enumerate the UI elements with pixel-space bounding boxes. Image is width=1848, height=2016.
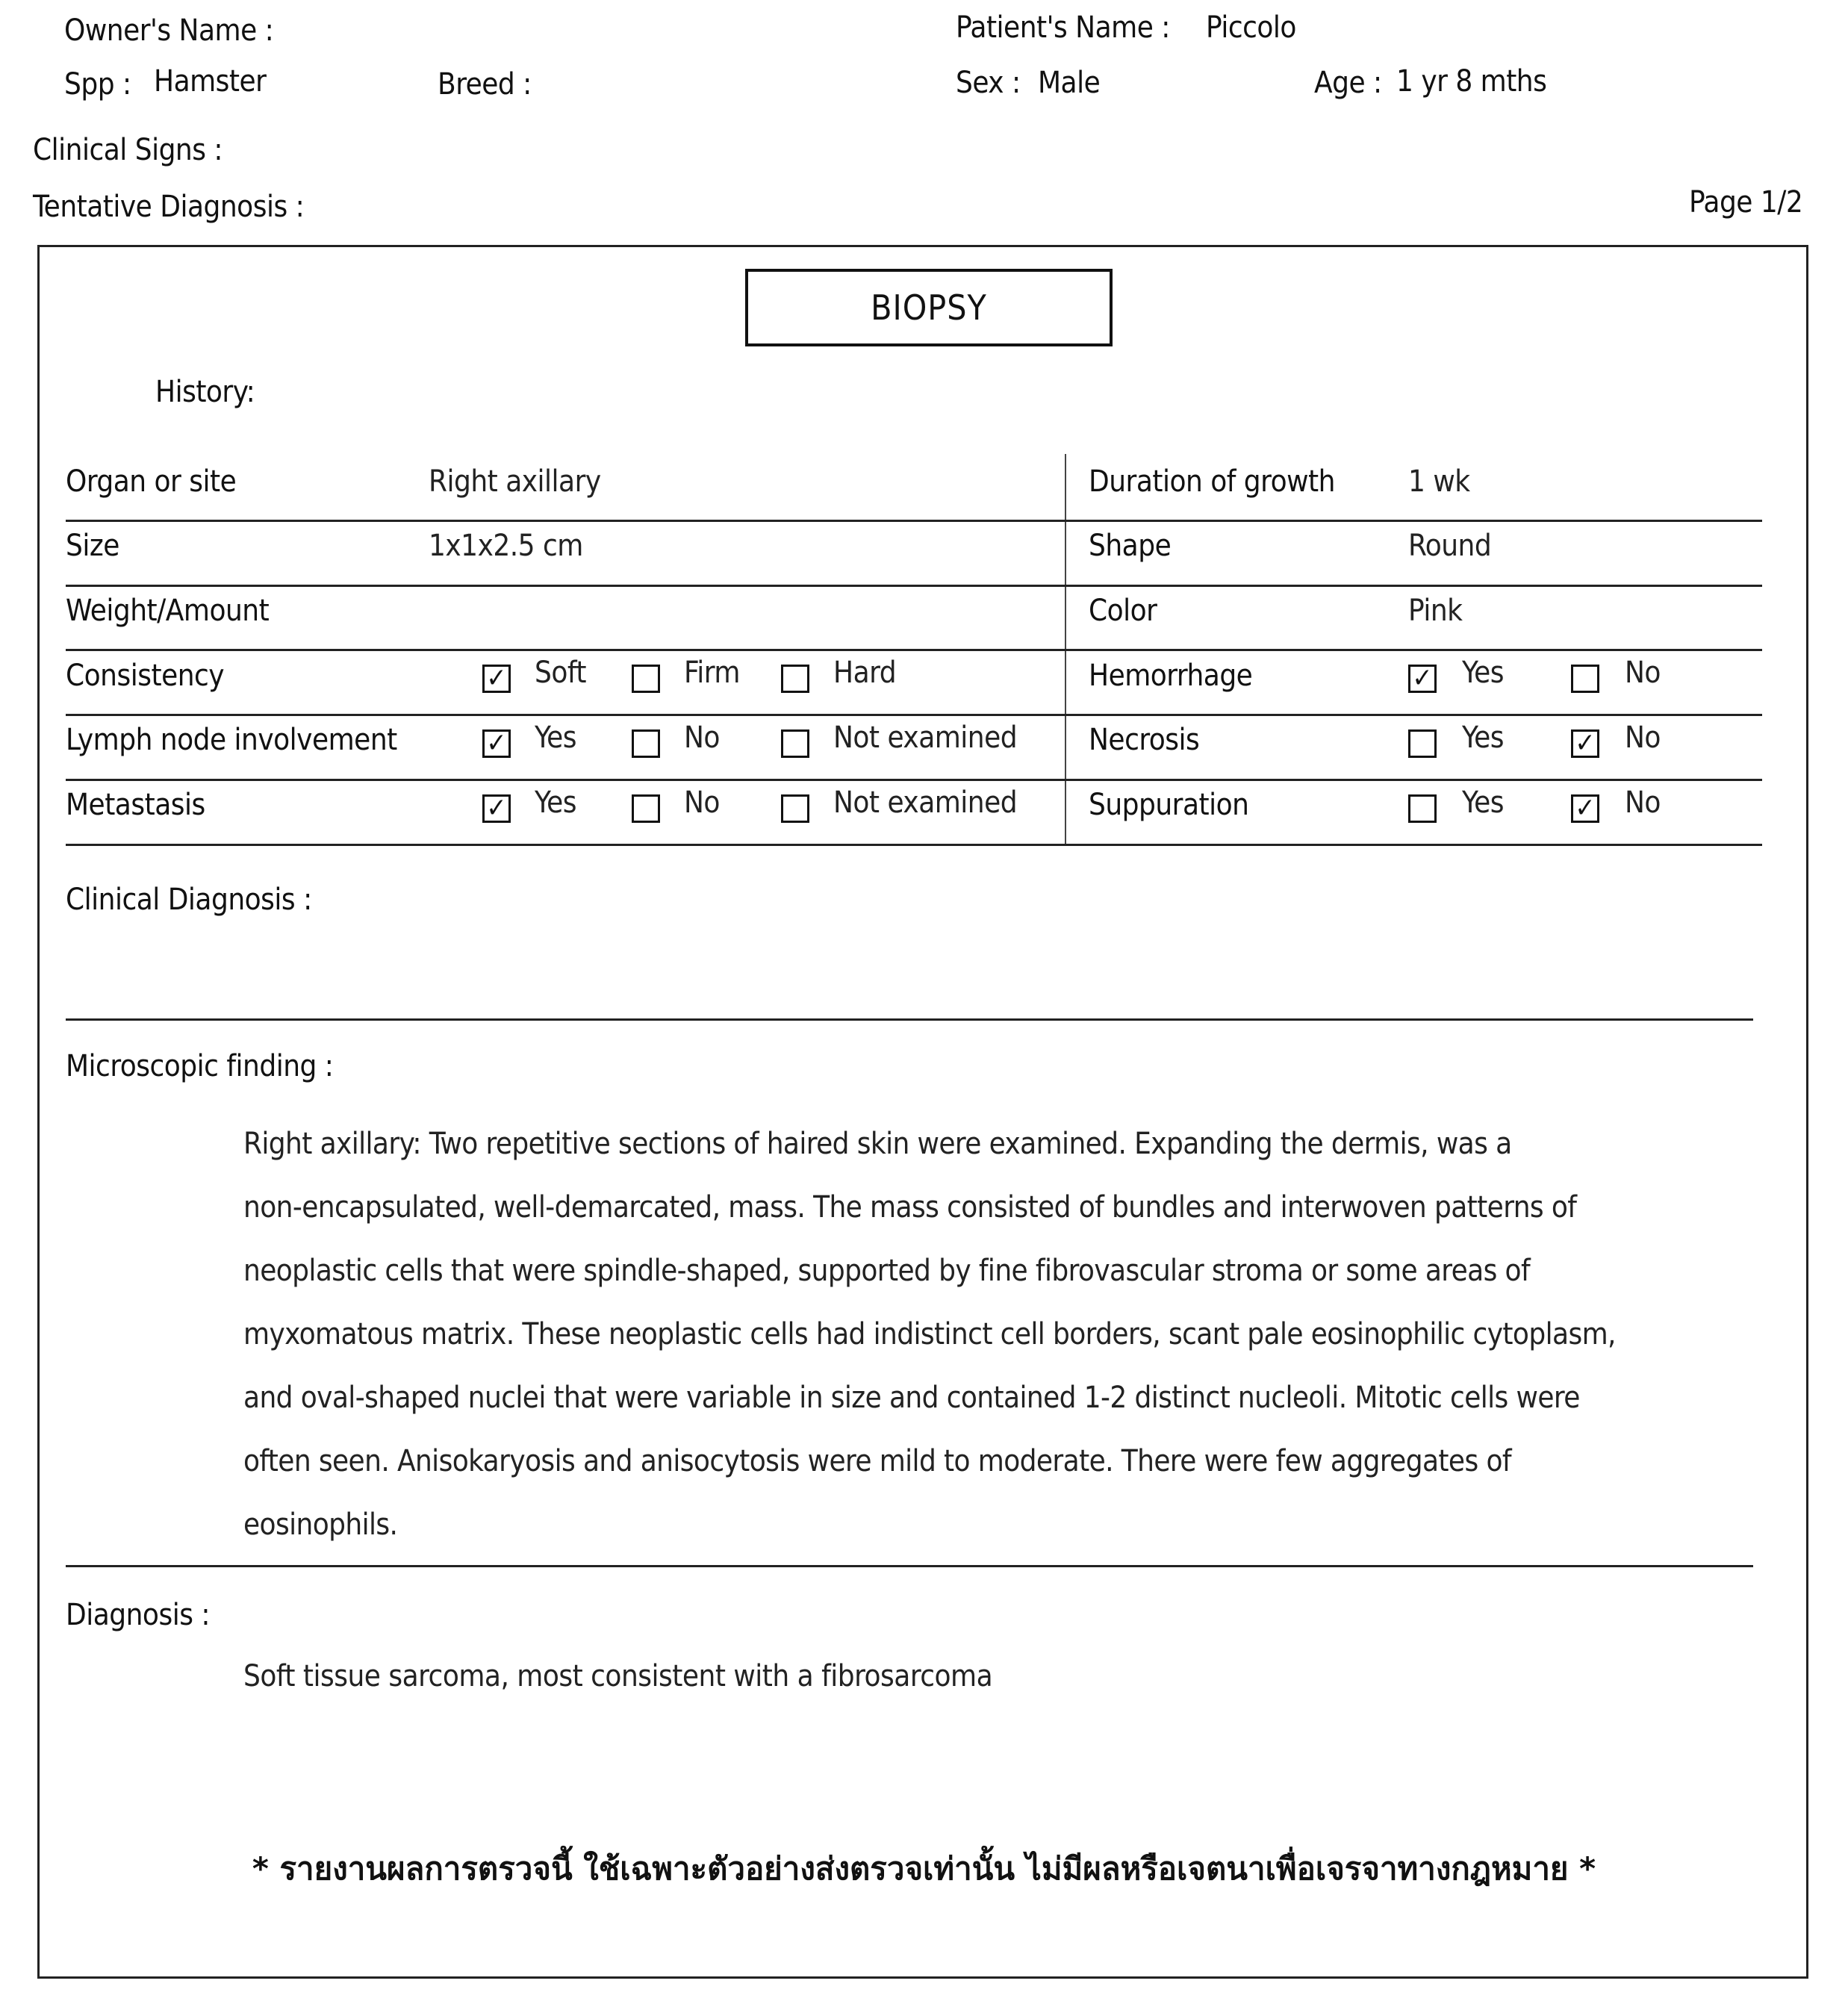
paragraph-line: often seen. Anisokaryosis and anisocytosis were mild to moderate. There were few aggregates of — [243, 1444, 1511, 1478]
duration-growth-value: 1 wk — [1408, 464, 1470, 499]
report-frame — [37, 245, 1808, 1979]
diagnosis-label: Diagnosis : — [66, 1598, 210, 1632]
patient-name-value: Piccolo — [1206, 10, 1296, 45]
check-icon: ✓ — [486, 728, 507, 759]
metastasis-no-label: No — [684, 785, 720, 820]
microscopic-finding-label: Microscopic finding : — [66, 1049, 334, 1083]
consistency-hard-label: Hard — [833, 656, 897, 690]
lymph-node-yes-label: Yes — [535, 721, 577, 755]
table-row-divider — [66, 844, 1762, 846]
hemorrhage-no-checkbox[interactable] — [1571, 665, 1599, 693]
metastasis-not-examined-label: Not examined — [833, 785, 1018, 820]
owner-name-label: Owner's Name : — [64, 13, 274, 48]
hemorrhage-no-label: No — [1625, 656, 1661, 690]
suppuration-no-checkbox[interactable] — [1571, 794, 1599, 823]
consistency-firm-checkbox[interactable] — [632, 665, 660, 693]
spp-label: Spp : — [64, 67, 131, 102]
paragraph-line: neoplastic cells that were spindle-shaped, supported by fine fibrovascular stroma or some areas of — [243, 1254, 1531, 1288]
hemorrhage-label: Hemorrhage — [1089, 659, 1253, 693]
microscopic-finding-text — [243, 1113, 1737, 1557]
paragraph-line: myxomatous matrix. These neoplastic cells had indistinct cell borders, scant pale eosinophilic cytoplasm, — [243, 1317, 1616, 1351]
consistency-firm-label: Firm — [684, 656, 740, 690]
report-title-box — [745, 269, 1113, 346]
check-icon: ✓ — [486, 663, 507, 694]
patient-name-label: Patient's Name : — [956, 10, 1170, 45]
metastasis-not-examined-checkbox[interactable] — [781, 794, 809, 823]
metastasis-yes-label: Yes — [535, 785, 577, 820]
organ-site-label: Organ or site — [66, 464, 237, 499]
suppuration-no-label: No — [1625, 785, 1661, 820]
organ-site-value: Right axillary — [429, 464, 601, 499]
clinical-diagnosis-label: Clinical Diagnosis : — [66, 883, 312, 917]
necrosis-no-label: No — [1625, 721, 1661, 755]
paragraph-line: Right axillary: Two repetitive sections of haired skin were examined. Expanding the dermis, was a — [243, 1127, 1512, 1161]
legal-disclaimer: * รายงานผลการตรวจนี้ ใช้เฉพาะตัวอย่างส่งตรวจเท่านั้น ไม่มีผลหรือเจตนาเพื่อเจรจาทางกฎหมาย * — [252, 1850, 1596, 1887]
tentative-diagnosis-label: Tentative Diagnosis : — [33, 190, 305, 224]
check-icon: ✓ — [1575, 728, 1596, 759]
lymph-node-label: Lymph node involvement — [66, 723, 397, 757]
sex-value: Male — [1038, 66, 1101, 100]
table-row-divider — [66, 585, 1762, 587]
lymph-node-yes-checkbox[interactable] — [482, 729, 511, 758]
table-row-divider — [66, 520, 1762, 522]
section-divider — [66, 1565, 1753, 1567]
table-row-divider — [66, 714, 1762, 716]
necrosis-yes-label: Yes — [1462, 721, 1505, 755]
hemorrhage-yes-checkbox[interactable] — [1408, 665, 1437, 693]
necrosis-yes-checkbox[interactable] — [1408, 729, 1437, 758]
consistency-label: Consistency — [66, 659, 225, 693]
suppuration-label: Suppuration — [1089, 788, 1249, 822]
duration-growth-label: Duration of growth — [1089, 464, 1335, 499]
consistency-soft-label: Soft — [535, 656, 586, 690]
spp-value: Hamster — [154, 64, 267, 99]
clinical-signs-label: Clinical Signs : — [33, 133, 223, 167]
check-icon: ✓ — [486, 793, 507, 824]
history-label: History: — [155, 375, 255, 409]
lymph-node-not-examined-label: Not examined — [833, 721, 1018, 755]
diagnosis-value: Soft tissue sarcoma, most consistent with a fibrosarcoma — [243, 1659, 993, 1693]
check-icon: ✓ — [1575, 793, 1596, 824]
consistency-hard-checkbox[interactable] — [781, 665, 809, 693]
size-value: 1x1x2.5 cm — [429, 529, 583, 563]
metastasis-label: Metastasis — [66, 788, 205, 822]
table-row-divider — [66, 779, 1762, 781]
lymph-node-not-examined-checkbox[interactable] — [781, 729, 809, 758]
lymph-node-no-checkbox[interactable] — [632, 729, 660, 758]
sex-label: Sex : — [956, 66, 1021, 100]
paragraph-line: non-encapsulated, well-demarcated, mass. The mass consisted of bundles and interwoven patterns of — [243, 1190, 1577, 1225]
shape-value: Round — [1408, 529, 1492, 563]
age-value: 1 yr 8 mths — [1396, 64, 1547, 99]
shape-label: Shape — [1089, 529, 1172, 563]
age-label: Age : — [1314, 66, 1382, 100]
hemorrhage-yes-label: Yes — [1462, 656, 1505, 690]
check-icon: ✓ — [1412, 663, 1433, 694]
color-value: Pink — [1408, 594, 1463, 628]
metastasis-no-checkbox[interactable] — [632, 794, 660, 823]
paragraph-line: and oval-shaped nuclei that were variable in size and contained 1-2 distinct nucleoli. Mitotic cells were — [243, 1381, 1580, 1415]
necrosis-no-checkbox[interactable] — [1571, 729, 1599, 758]
table-row-divider — [66, 649, 1762, 651]
suppuration-yes-label: Yes — [1462, 785, 1505, 820]
suppuration-yes-checkbox[interactable] — [1408, 794, 1437, 823]
breed-label: Breed : — [438, 67, 532, 102]
metastasis-yes-checkbox[interactable] — [482, 794, 511, 823]
page-indicator: Page 1/2 — [1689, 185, 1803, 220]
weight-amount-label: Weight/Amount — [66, 594, 270, 628]
paragraph-line: eosinophils. — [243, 1508, 398, 1542]
color-label: Color — [1089, 594, 1157, 628]
size-label: Size — [66, 529, 119, 563]
necrosis-label: Necrosis — [1089, 723, 1200, 757]
section-divider — [66, 1018, 1753, 1021]
report-title: BIOPSY — [871, 287, 987, 328]
lymph-node-no-label: No — [684, 721, 720, 755]
consistency-soft-checkbox[interactable] — [482, 665, 511, 693]
